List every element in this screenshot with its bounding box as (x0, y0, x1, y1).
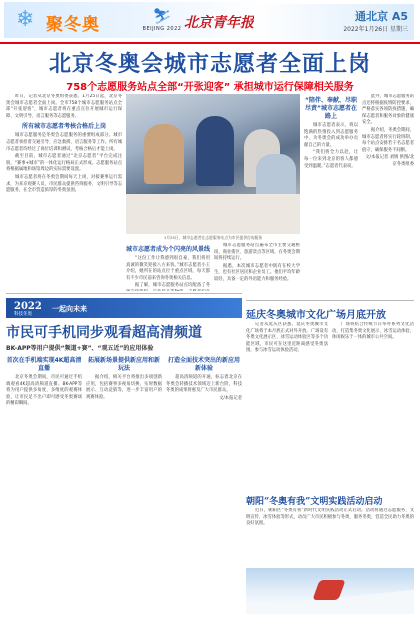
photo-desk (126, 194, 300, 234)
right-column (304, 94, 358, 294)
section-heading: “陪伴、奉献、尽职尽责”城市志愿者在路上 (305, 97, 357, 120)
banner-title: 一起向未来 (52, 305, 87, 313)
story-column-a (6, 354, 82, 614)
page-label: 通北京 A5 (355, 10, 408, 23)
story-headline: 市民可手机同步观看超高清频道 (6, 325, 202, 341)
paragraph: 昨日，记者从北京冬奥组委获悉，1月25日起，北京冬奥会城市志愿者全面上岗。全市758个城市志愿服务站点全部“开张迎客”，城市志愿者将在重点点位开展城市运行保障、文明引导、语言服务等志愿服务。 (6, 94, 122, 119)
left-column (6, 94, 122, 290)
banner-tag: 科技冬奥 (14, 312, 32, 317)
story-column-c (166, 354, 242, 614)
section-heading: 所有城市志愿者考核合格后上岗 (21, 123, 106, 131)
paragraph: 城市志愿者表示，将以饱满的热情投入到志愿服务中，为冬奥会的成功举办贡献自己的力量。 (304, 123, 358, 148)
paragraph: 据了解，城市志愿服务站点均配备了冬 (135, 283, 210, 289)
paragraph: “我们将全力以赴，让每一位来到北京的客人都感受到温暖。”志愿者代表说。 (304, 150, 358, 169)
paragraph: 城市志愿服务是冬奥会志愿服务的重要组成部分。城市志愿者承担着交通引导、应急救援、语言服务等工作。所有城市志愿者均经过了岗位培训和测试，考核合格后才能上岗。 (6, 133, 122, 152)
section-heading: 打造全面技术突出的新应用新体验 (167, 357, 240, 372)
snowflake-icon: ❄ (16, 7, 35, 32)
paragraph: “这份工作让我感到很自豪，我们将用真诚的微笑迎接八方来客。”城市志愿者小王介绍，她所在的站点位于重点区域，每天都有不少市民前来咨询冬奥相关信息。 (126, 256, 210, 281)
story-headline: 朝阳“冬奥有我”文明实践活动启动 (246, 497, 383, 507)
paragraph: 截至目前，城市志愿者通过“北京志愿者”平台完成注册，“赛事+城市”的一体化运行格局正式形成。志愿服务站点将根据属地和场馆周边的实际需要设置。 (6, 154, 122, 173)
story-column (246, 508, 414, 566)
byline: 文/本报记者 刘婧 供图/北京冬奥组委 (365, 155, 414, 167)
paragraph: 广场将结合传统节日举办系列文化活动，打造集冬奥文化展示、冰雪运动体验、休闲娱乐于一体的城市公共空间。 (332, 322, 414, 341)
story-subhead: BK-APP等用户提供“频道+赛”、“观五近”的应用体验 (6, 345, 154, 352)
newspaper-logo: 北京青年报 (184, 15, 254, 31)
story-column-b (86, 354, 162, 614)
story-column (246, 322, 328, 490)
photo-figure (196, 116, 234, 186)
paragraph: 近日，朝阳区“冬奥有我”新时代文明实践活动正式启动。活动将通过志愿服务、文明宣传、冰雪体验等形式，动员广大市民积极参与冬奥、服务冬奥，营造全民助力冬奥的良好氛围。 (246, 508, 414, 527)
banner-year: 2022 (14, 301, 42, 312)
ski-photo (246, 568, 414, 614)
section-heading: 首次在手机端实现4K超高清直播 (6, 357, 82, 372)
paragraph: 此外，城市志愿服务站点还将根据疫情防控要求，严格落实各项防疫措施，确保志愿者和服务对象的健康安全。 (362, 94, 414, 126)
masthead-right (254, 4, 414, 40)
main-headline: 北京冬奥会城市志愿者全面上岗 (48, 51, 371, 77)
issue-date: 2022年1月26日 星期三 (343, 26, 408, 33)
section-heading: 城市志愿者成为个闪亮的风景线 (126, 246, 210, 253)
center-right-column (214, 243, 300, 291)
masthead-banner (4, 2, 259, 38)
tech-olympics-banner (6, 298, 242, 318)
olympic-logo-icon: ⛷ (152, 7, 172, 25)
masthead-rule (0, 42, 420, 44)
paragraph: 据悉，本次城市志愿者中既有在校大学生，也有社区居民和企业员工。他们平均年龄较轻，具备一定的外语能力和服务经验。 (214, 263, 300, 282)
main-subhead: 758个志愿服务站点全部“开张迎客” 承担城市运行保障相关服务 (66, 82, 354, 93)
photo-caption: 1月25日，城市志愿者在志愿服务站点为市民提供咨询服务 (163, 235, 263, 240)
story-column (332, 322, 414, 490)
byline: 文/本报记者 (219, 395, 242, 401)
far-right-column (362, 94, 414, 294)
paragraph: 记者从延庆区获悉，延庆冬奥城市文化广场将于本月底正式对外开放。广场设有冬奥文化展示区、冰雪运动体验区等多个功能区域，市民可在这里近距离感受冬奥氛围，参与冰雪运动体验活动。 (246, 322, 328, 354)
volunteer-photo (126, 94, 300, 234)
divider (246, 300, 414, 301)
divider (6, 293, 242, 294)
photo-figure (144, 124, 184, 184)
paragraph: 据介绍，冬奥会期间，城市志愿者将实行轮班制，每个站点安排若干名志愿者值守，确保服务不间断。 (362, 127, 414, 153)
paragraph: 城市志愿服务站点遍布全市主要交通枢纽、商业街区、旅游景点等区域，在冬奥会期间将持续运行。 (214, 243, 300, 262)
story-headline: 延庆冬奥城市文化广场月底开放 (246, 310, 386, 321)
section-title: 聚冬奥 (46, 15, 100, 35)
paragraph: 据介绍，相关平台将推出多项创新应用，包括赛事多视角切换、实时数据展示、互动竞猜等，进一步丰富用户的观赛体验。 (86, 375, 162, 400)
paragraph: 城市志愿者将在冬奥会期间每天上岗，对接赛事运行需求，为来京观赛人员、市民群众提供咨询服务、文明引导等志愿服务，在全市营造浓厚的冬奥氛围。 (6, 174, 122, 194)
paragraph: 北京冬奥会期间，市民可通过手机端观看4K超高清频道直播。BK-APP等将为用户提供多角度、多维度的观赛体验，让市民足不出户即可感受冬奥赛场的精彩瞬间。 (6, 375, 82, 407)
center-column (126, 243, 210, 291)
paragraph: 超高清频道的开通，标志着北京在冬奥会转播技术领域迈上新台阶，科技冬奥的成果将惠及广大市民群众。 (166, 375, 242, 394)
olympic-emblem: ⛷ BEIJING 2022 (142, 7, 182, 32)
section-heading: 拓展新场景提供新应用和新玩法 (87, 357, 160, 372)
masthead (0, 0, 420, 44)
